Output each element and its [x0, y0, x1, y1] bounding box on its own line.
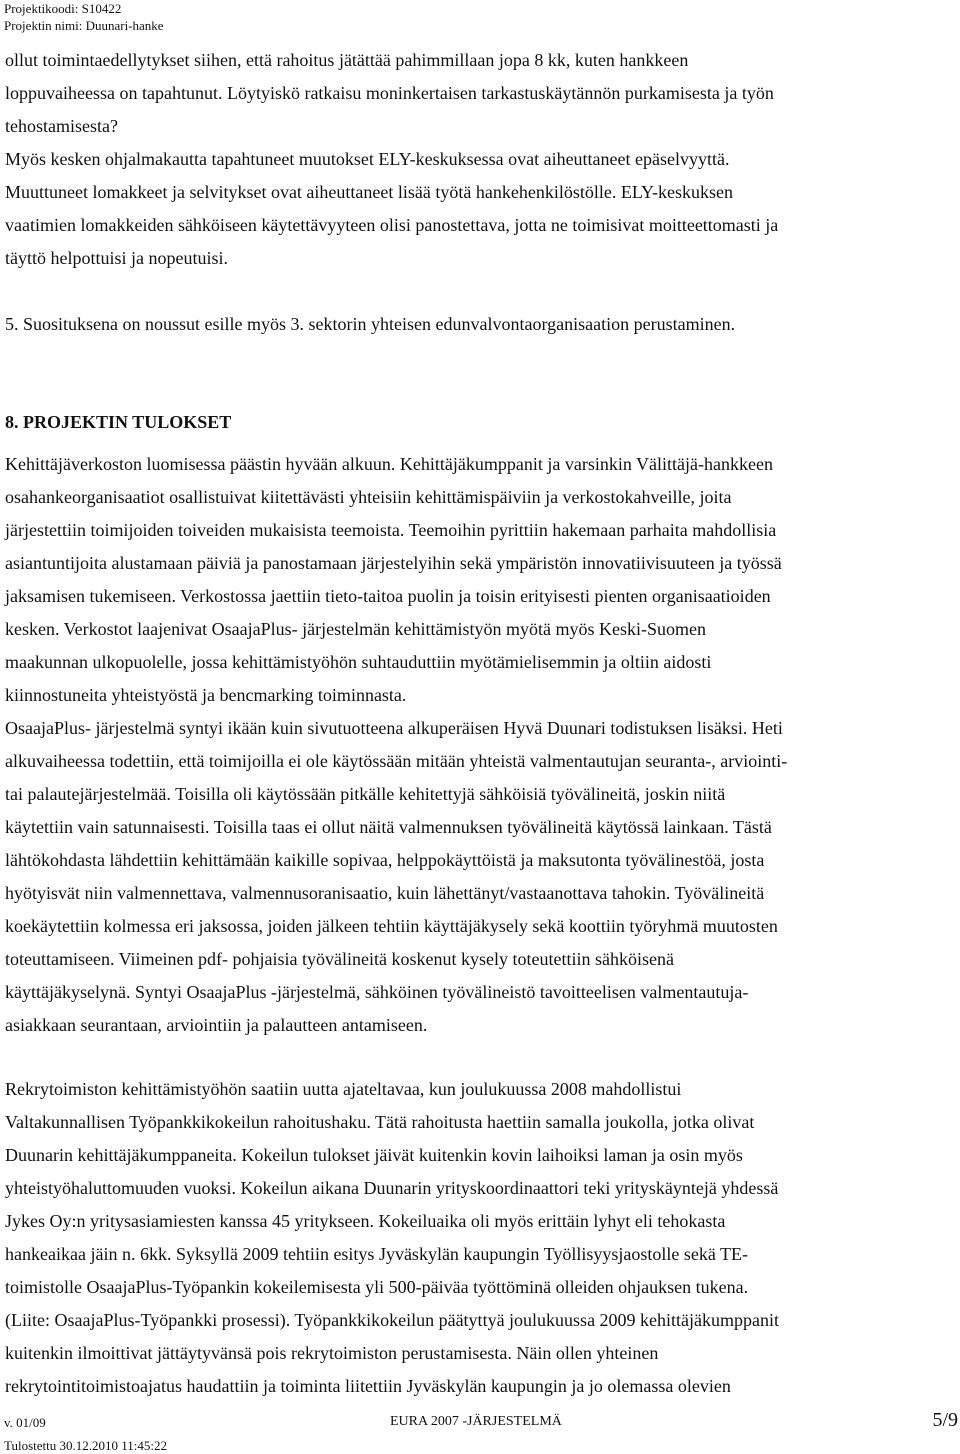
text-line: Kehittäjäverkoston luomisessa päästin hyvään alkuun. Kehittäjäkumppanit ja varsinkin Välittäjä-hankkeen [5, 454, 773, 474]
section-heading: 8. PROJEKTIN TULOKSET [5, 412, 232, 432]
page-header [4, 0, 164, 34]
text-line: lähtökohdasta lähdettiin kehittämään kaikille sopivaa, helppokäyttöistä ja maksutonta työvälinestöä, josta [5, 850, 765, 870]
text-line: Myös kesken ohjalmakautta tapahtuneet muutokset ELY-keskuksessa ovat aiheuttaneet epäselvyyttä. [5, 149, 730, 169]
text-line: tai palautejärjestelmää. Toisilla oli käytössään pitkälle kehitettyjä sähköisiä työvälineitä, joskin niitä [5, 784, 726, 804]
text-line: järjestettiin toimijoiden toiveiden mukaisista teemoista. Teemoihin pyrittiin hakemaan parhaita mahdollisia [5, 520, 777, 540]
text-line: kuitenkin ilmoittivat jättäytyvänsä pois rekrytoimiston perustamisesta. Näin ollen yhteinen [5, 1343, 659, 1363]
text-line: osahankeorganisaatiot osallistuivat kiitettävästi yhteisiin kehittämispäiviin ja verkostokahveille, joita [5, 487, 732, 507]
text-line: asiakkaan seurantaan, arviointiin ja palautteen antamiseen. [5, 1015, 428, 1035]
footer-printed: Tulostettu 30.12.2010 11:45:22 [4, 1438, 168, 1453]
footer-version: v. 01/09 [4, 1415, 46, 1430]
project-code: Projektikoodi: S10422 [4, 1, 122, 16]
text-line: jaksamisen tukemiseen. Verkostossa jaettiin tieto-taitoa puolin ja toisin erityisesti pienten organisaatioiden [5, 586, 771, 606]
text-line: käyttäjäkyselynä. Syntyi OsaajaPlus -järjestelmä, sähköinen työvälineistö tavoitteelisen valmentautuja- [5, 982, 749, 1002]
text-line: käytettiin vain satunnaisesti. Toisilla taas ei ollut näitä valmennuksen työvälineitä käytössä lainkaan. Tästä [5, 817, 772, 837]
text-line: Jykes Oy:n yritysasiamiesten kanssa 45 yritykseen. Kokeiluaika oli myös erittäin lyhyt eli tehokasta [5, 1211, 726, 1231]
text-line: Duunarin kehittäjäkumppaneita. Kokeilun tulokset jäivät kuitenkin kovin laihoiksi laman ja osin myös [5, 1145, 743, 1165]
text-line: yhteistyöhaluttomuuden vuoksi. Kokeilun aikana Duunarin yrityskoordinaattori teki yrityskäyntejä yhdessä [5, 1178, 779, 1198]
text-line: loppuvaiheessa on tapahtunut. Löytyiskö ratkaisu moninkertaisen tarkastuskäytännön purkamisesta ja työn [5, 83, 774, 103]
page-number: 5/9 [932, 1409, 958, 1431]
text-line: hyötyisvät niin valmennettava, valmennusoranisaatio, kuin lähettänyt/vastaanottava tahokin. Työvälineitä [5, 883, 765, 903]
text-line: täyttö helpottuisi ja nopeutuisi. [5, 248, 228, 268]
text-line: asiantuntijoita alustamaan päiviä ja panostamaan järjestelyihin sekä ympäristön innovatiivisuuteen ja työssä [5, 553, 782, 573]
text-line: (Liite: OsaajaPlus-Työpankki prosessi). Työpankkikokeilun päätyttyä joulukuussa 2009 kehittäjäkumppanit [5, 1310, 780, 1330]
text-line: toteuttamiseen. Viimeinen pdf- pohjaisia työvälineitä koskenut kysely toteutettiin sähköisenä [5, 949, 674, 969]
text-line: tehostamisesta? [5, 116, 118, 136]
text-line: alkuvaiheessa todettiin, että toimijoilla ei ole käytössään mitään yhteistä valmentautujan seuranta-, arviointi- [5, 751, 788, 771]
text-line: Muuttuneet lomakkeet ja selvitykset ovat aiheuttaneet lisää työtä hankehenkilöstölle. ELY-keskuksen [5, 182, 733, 202]
text-line: OsaajaPlus- järjestelmä syntyi ikään kuin sivutuotteena alkuperäisen Hyvä Duunari todistuksen lisäksi. Heti [5, 718, 783, 738]
text-line: rekrytointitoimistoajatus haudattiin ja toiminta liitettiin Jyväskylän kaupungin ja jo olemassa olevien [5, 1376, 731, 1396]
text-line: Rekrytoimiston kehittämistyöhön saatiin uutta ajateltavaa, kun joulukuussa 2008 mahdollistui [5, 1079, 682, 1099]
list-item: 5. Suosituksena on noussut esille myös 3. sektorin yhteisen edunvalvontaorganisaation perustaminen. [5, 314, 736, 334]
text-line: hankeaikaa jäin n. 6kk. Syksyllä 2009 tehtiin esitys Jyväskylän kaupungin Työllisyysjaostolle sekä TE- [5, 1244, 748, 1264]
text-line: maakunnan ulkopuolelle, jossa kehittämistyöhön suhtauduttiin myötämielisemmin ja oltiin aidosti [5, 652, 712, 672]
project-name: Projektin nimi: Duunari-hanke [4, 18, 164, 33]
text-line: koekäytettiin kolmessa eri jaksossa, joiden jälkeen tehtiin käyttäjäkysely sekä koottiin työryhmä muutosten [5, 916, 778, 936]
text-line: Valtakunnallisen Työpankkikokeilun rahoitushaku. Tätä rahoitusta haettiin samalla joukolla, jotka olivat [5, 1112, 755, 1132]
text-line: kiinnostuneita yhteistyöstä ja bencmarking toiminnasta. [5, 685, 407, 705]
footer-system: EURA 2007 -JÄRJESTELMÄ [390, 1414, 562, 1429]
text-line: vaatimien lomakkeiden sähköiseen käytettävyyteen olisi panostettava, jotta ne toimisivat moitteettomasti ja [5, 215, 779, 235]
text-line: toimistolle OsaajaPlus-Työpankin kokeilemisesta yli 500-päiväa työttöminä olleiden ohjauksen tukena. [5, 1277, 749, 1297]
text-line: kesken. Verkostot laajenivat OsaajaPlus- järjestelmän kehittämistyön myötä myös Keski-Suomen [5, 619, 707, 639]
text-line: ollut toimintaedellytykset siihen, että rahoitus jätättää pahimmillaan jopa 8 kk, kuten hankkeen [5, 50, 689, 70]
